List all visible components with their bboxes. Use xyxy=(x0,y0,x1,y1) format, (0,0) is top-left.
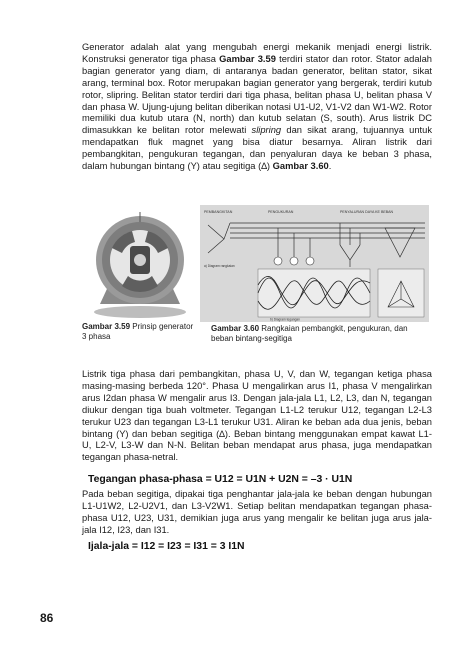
header-pembangkitan: PEMBANGKITAN xyxy=(204,210,233,214)
caption-figure-359 xyxy=(82,322,196,341)
generator-illustration xyxy=(82,208,200,320)
slipring-term: slipring xyxy=(251,125,282,136)
circuit-label: a) Diagram rangkaian xyxy=(204,264,235,268)
para1-text-2: terdiri stator dan rotor. Stator adalah bagian generator yang diam, di antaranya badan generator, belitan stator, sikat arang, terminal box. Rotor merupakan bagian generator yang bergerak, terdiri kutub rotor, slipring. Belitan stator terdiri dari tiga phasa, belitan phasa U, belitan phasa V dan phasa W. Ujung-ujung belitan diberikan notasi U1-U2, V1-V2 dan W1-W2. Rotor memiliki dua kutub utara (N, north) dan kutub selatan (S, south). Arus listrik DC dimasukkan ke belitan rotor melewati xyxy=(82,53,432,136)
caption-359-label: Gambar 3.59 xyxy=(82,322,131,331)
para1-text-4: . xyxy=(328,161,332,172)
caption-figure-360 xyxy=(211,324,431,343)
paragraph-delta-load: Pada beban segitiga, dipakai tiga penghantar jala-jala ke beban dengan hubungan L1-U1W2, L2-U2V1, dan L3-V2W1. Setiap belitan mendapatkan tegangan phasa-phasa U12, U23, U31, demikian juga arus yang mengalir ke belitan juga arus jala-jala I12, I23, dan I31. xyxy=(82,489,432,535)
formula-line-current: Ijala-jala = I12 = I23 = I31 = 3 I1N xyxy=(88,541,245,552)
page-number: 86 xyxy=(40,611,54,625)
caption-360-label: Gambar 3.60 xyxy=(211,324,260,333)
para1-text-3: dan sikat arang, tujuannya untuk mendapatkan fluk magnet yang bisa diatur besarnya. Aliran listrik dari pembangkitan, pengukuran tegangan, dan penyaluran daya ke beban 3 phasa, dalam hubungan bintang (Y) atau segitiga (∆) xyxy=(82,125,432,172)
waveform-label: b) Diagram tegangan xyxy=(270,317,300,322)
paragraph-three-phase: Listrik tiga phasa dari pembangkitan, phasa U, V, dan W, tegangan ketiga phasa masing-masing berbeda 120°. Phasa U mengalirkan arus I1, phasa V mengalirkan arus I2dan phasa W mengalir arus I3. Dengan jala-jala L1, L2, L3, dan N, tegangan diukur dengan tiga buah voltmeter. Tegangan L1-L2 terukur U12, tegangan L2-L3 terukur U23 dan tegangan L3-L1 terukur U31. Aliran ke beban ada dua jenis, beban bintang (Y) dan beban segitiga (∆). Beban bintang menggunakan empat kawat L1-U, L2-V, L3-W dan N-N. Belitan beban mendapat arus phasa, juga mendapatkan tegangan phasa-netral. xyxy=(82,369,432,463)
header-penyaluran: PENYALURAN DAYA KE BEBAN xyxy=(340,210,394,214)
formula-phase-voltage: Tegangan phasa-phasa = U12 = U1N + U2N = –3 · U1N xyxy=(88,474,353,485)
paragraph-generator-intro xyxy=(82,42,432,173)
star-delta-circuit-diagram xyxy=(200,205,429,322)
figure-ref-359: Gambar 3.59 xyxy=(219,53,276,64)
header-pengukuran: PENGUKURAN xyxy=(268,210,294,214)
caption-359-text: Prinsip generator 3 phasa xyxy=(82,322,194,341)
figure-ref-360: Gambar 3.60 xyxy=(272,161,329,172)
caption-360-text: Rangkaian pembangkit, pengukuran, dan beban bintang-segitiga xyxy=(211,324,408,343)
para1-text-1: Generator adalah alat yang mengubah energi mekanik menjadi energi listrik. Konstruksi generator tiga phasa xyxy=(82,42,432,64)
